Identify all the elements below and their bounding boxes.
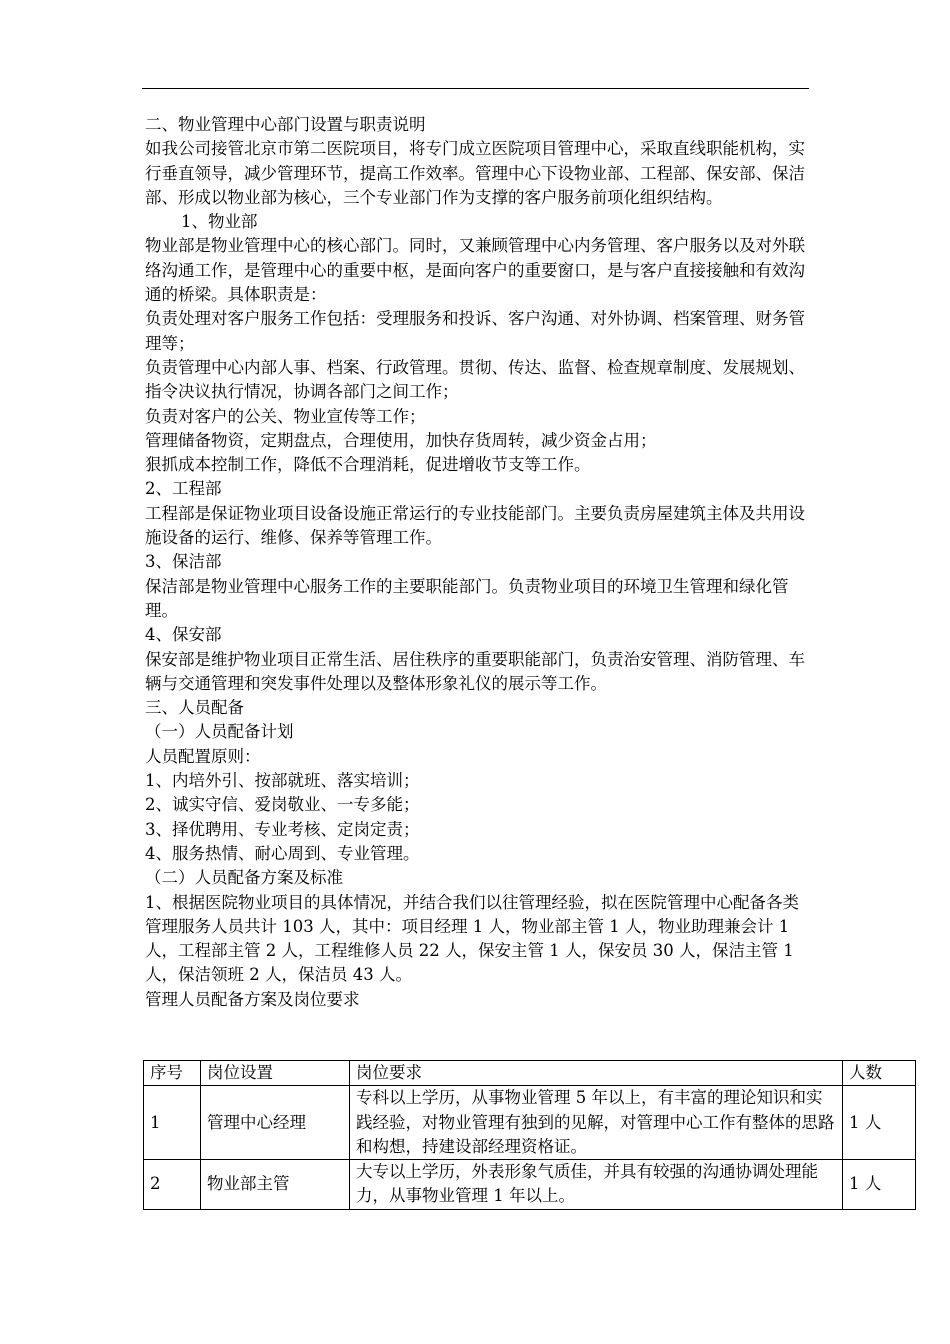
header-cell: 序号	[144, 1061, 201, 1086]
table-cell: 1	[144, 1086, 201, 1160]
table-cell: 大专以上学历，外表形象气质佳，并具有较强的沟通协调处理能力，从事物业管理 1 年以上。	[350, 1160, 843, 1210]
table-cell: 2	[144, 1160, 201, 1210]
list-item: 2、诚实守信、爱岗敬业、一专多能；	[145, 795, 420, 815]
header-cell: 岗位设置	[201, 1061, 350, 1086]
paragraph: 负责处理对客户服务工作包括：受理服务和投诉、客户沟通、对外协调、档案管理、财务管理等；	[145, 309, 805, 353]
table-row	[144, 1160, 916, 1210]
table-cell: 1 人	[843, 1160, 916, 1210]
staffing-table	[143, 1060, 916, 1210]
table-cell: 专科以上学历，从事物业管理 5 年以上，有丰富的理论知识和实践经验，对物业管理有独到的见解，对管理中心工作有整体的思路和构想，持建设部经理资格证。	[350, 1086, 843, 1160]
section-heading: 三、人员配备	[145, 698, 244, 718]
sub-heading: （一）人员配备计划	[145, 722, 294, 742]
document-body	[145, 113, 815, 1012]
paragraph: 人员配置原则：	[145, 746, 261, 766]
table-cell: 物业部主管	[201, 1160, 350, 1210]
paragraph: 负责对客户的公关、物业宣传等工作；	[145, 406, 426, 426]
paragraph: 保洁部是物业管理中心服务工作的主要职能部门。负责物业项目的环境卫生管理和绿化管理。	[145, 576, 789, 620]
sub-heading: 1、物业部	[181, 212, 258, 232]
list-item: 4、服务热情、耐心周到、专业管理。	[145, 843, 420, 863]
list-item: 3、择优聘用、专业考核、定岗定责；	[145, 819, 420, 839]
table-header-row	[144, 1061, 916, 1086]
paragraph: 保安部是维护物业项目正常生活、居住秩序的重要职能部门，负责治安管理、消防管理、车辆与交通管理和突发事件处理以及整体形象礼仪的展示等工作。	[145, 649, 805, 693]
paragraph: 工程部是保证物业项目设备设施正常运行的专业技能部门。主要负责房屋建筑主体及共用设施设备的运行、维修、保养等管理工作。	[145, 503, 805, 548]
table-caption: 管理人员配备方案及岗位要求	[145, 989, 360, 1009]
header-cell: 岗位要求	[350, 1061, 843, 1086]
table-cell: 1 人	[843, 1086, 916, 1160]
list-item: 1、内培外引、按部就班、落实培训；	[145, 771, 420, 791]
paragraph: 狠抓成本控制工作，降低不合理消耗，促进增收节支等工作。	[145, 455, 591, 475]
paragraph: 如我公司接管北京市第二医院项目，将专门成立医院项目管理中心，采取直线职能机构，实行垂直领导，减少管理环节，提高工作效率。管理中心下设物业部、工程部、保安部、保洁部、形成以物业部为核心，三个专业部门作为支撑的客户服务前项化组织结构。	[145, 139, 805, 207]
table-row	[144, 1086, 916, 1160]
paragraph: 管理储备物资，定期盘点，合理使用，加快存货周转，减少资金占用；	[145, 430, 657, 450]
sub-heading: 3、保洁部	[145, 552, 222, 572]
paragraph: 1、根据医院物业项目的具体情况，并结合我们以往管理经验，拟在医院管理中心配备各类管理服务人员共计 103 人，其中：项目经理 1 人，物业部主管 1 人，物业助理兼会计 1 人，工程部主管 2 人，工程维修人员 22 人，保安主管 1 人，保安员 30 人，保洁主管 1 人，保洁领班 2 人，保洁员 43 人。	[145, 892, 799, 985]
section-heading: 二、物业管理中心部门设置与职责说明	[145, 115, 426, 134]
sub-heading: 2、工程部	[145, 479, 222, 499]
header-cell: 人数	[843, 1061, 916, 1086]
table-cell: 管理中心经理	[201, 1086, 350, 1160]
sub-heading: 4、保安部	[145, 625, 222, 645]
paragraph: 物业部是物业管理中心的核心部门。同时，又兼顾管理中心内务管理、客户服务以及对外联络沟通工作，是管理中心的重要中枢，是面向客户的重要窗口，是与客户直接接触和有效沟通的桥梁。具体职责是：	[145, 236, 805, 305]
paragraph: 负责管理中心内部人事、档案、行政管理。贯彻、传达、监督、检查规章制度、发展规划、指令决议执行情况，协调各部门之间工作；	[145, 357, 805, 402]
sub-heading: （二）人员配备方案及标准	[145, 868, 343, 888]
header-rule	[142, 88, 809, 89]
